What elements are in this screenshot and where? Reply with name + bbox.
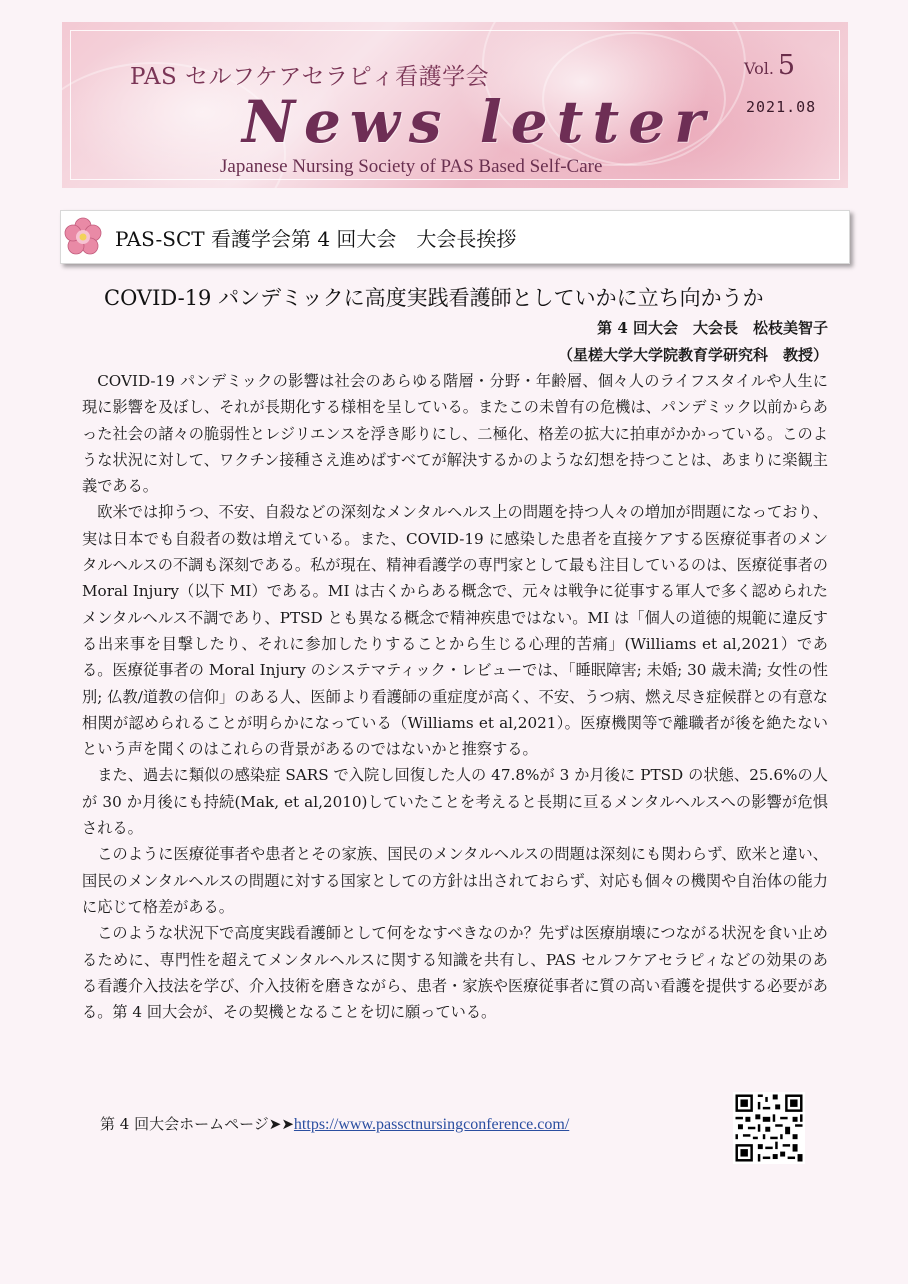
paragraph: このような状況下で高度実践看護師として何をなすべきなのか？先ずは医療崩壊につながる状況を食い止めるために、専門性を超えてメンタルヘルスに関する知識を共有し、PAS セルフケアセラピィなどの効果のある看護介入技法を学び、介入技術を磨きながら、患者・家族や医療従事者に質の高い看護を提供する必要がある。第 4 回大会が、その契機となることを切に願っている。 [82, 924, 828, 1022]
section-heading [60, 210, 850, 264]
paragraph: このように医療従事者や患者とその家族、国民のメンタルヘルスの問題は深刻にも関わらず、欧米と違い、国民のメンタルヘルスの問題に対する国家としての方針は出されておらず、対応も個々の機関や自治体の能力に応じて格差がある。 [82, 845, 828, 916]
qr-code-icon[interactable] [733, 1092, 805, 1164]
paragraph: COVID-19 パンデミックの影響は社会のあらゆる階層・分野・年齢層、個々人のライフスタイルや人生に現に影響を及ぼし、それが長期化する様相を呈している。またこの未曽有の危機は、パンデミック以前からあった社会の諸々の脆弱性とレジリエンスを浮き彫りにし、二極化、格差の拡大に拍車がかかっている。このような状況に対して、ワクチン接種さえ進めばすべてが解決するかのような幻想を持つことは、あまりに楽観主義である。 [82, 372, 828, 496]
homepage-label: 第 4 回大会ホームページ➤➤ [100, 1115, 294, 1133]
section-title: PAS-SCT 看護学会第 4 回大会 大会長挨拶 [115, 227, 517, 251]
issue-date: 2021.08 [746, 98, 817, 116]
volume-number: 5 [777, 50, 796, 81]
article-author: 第 4 回大会 大会長 松枝美智子 [597, 319, 828, 337]
header-banner [62, 22, 848, 188]
author-affiliation: （星槎大学大学院教育学研究科 教授） [557, 346, 828, 364]
volume-label [744, 50, 795, 81]
article-headline: COVID-19 パンデミックに高度実践看護師としていかに立ち向かうか [104, 286, 764, 310]
paragraph: 欧米では抑うつ、不安、自殺などの深刻なメンタルヘルス上の問題を持つ人々の増加が問題になっており、実は日本でも自殺者の数は増えている。また、COVID-19 に感染した患者を直接ケアする医療従事者のメンタルヘルスの不調も深刻である。私が現在、精神看護学の専門家として最も注目しているのは、医療従事者の Moral Injury（以下 MI）である。MI は古くからある概念で、元々は戦争に従事する軍人で多く認められたメンタルヘルス不調であり、PTSD とも異なる概念で精神疾患ではない。MI は「個人の道徳的規範に違反する出来事を目撃したり、それに参加したりすることから生じる心理的苦痛」(Williams et al,2021）である。医療従事者の Moral Injury のシステマティック・レビューでは、「睡眠障害; 未婚; 30 歳未満; 女性の性別; 仏教/道教の信仰」のある人、医師より看護師の重症度が高く、不安、うつ病、燃え尽き症候群との有意な相関が認められることが明らかになっている（Williams et al,2021）。医療機関等で離職者が後を絶たないという声を聞くのはこれらの背景があるのではないかと推察する。 [82, 503, 828, 759]
volume-prefix: Vol. [744, 59, 774, 78]
society-name-en: Japanese Nursing Society of PAS Based Self-Care [220, 156, 603, 177]
article-body [82, 368, 828, 1025]
conference-homepage-line [100, 1113, 569, 1134]
camellia-flower-icon [63, 217, 103, 257]
newsletter-title: News letter [242, 88, 714, 156]
society-name-jp: PAS セルフケアセラピィ看護学会 [130, 64, 490, 90]
paragraph: また、過去に類似の感染症 SARS で入院し回復した人の 47.8%が 3 か月後に PTSD の状態、25.6%の人が 30 か月後にも持続(Mak, et al,2010)していたことを考えると長期に亘るメンタルヘルスへの影響が危惧される。 [82, 766, 828, 838]
conference-homepage-link[interactable]: https://www.passctnursingconference.com/ [293, 1116, 570, 1133]
